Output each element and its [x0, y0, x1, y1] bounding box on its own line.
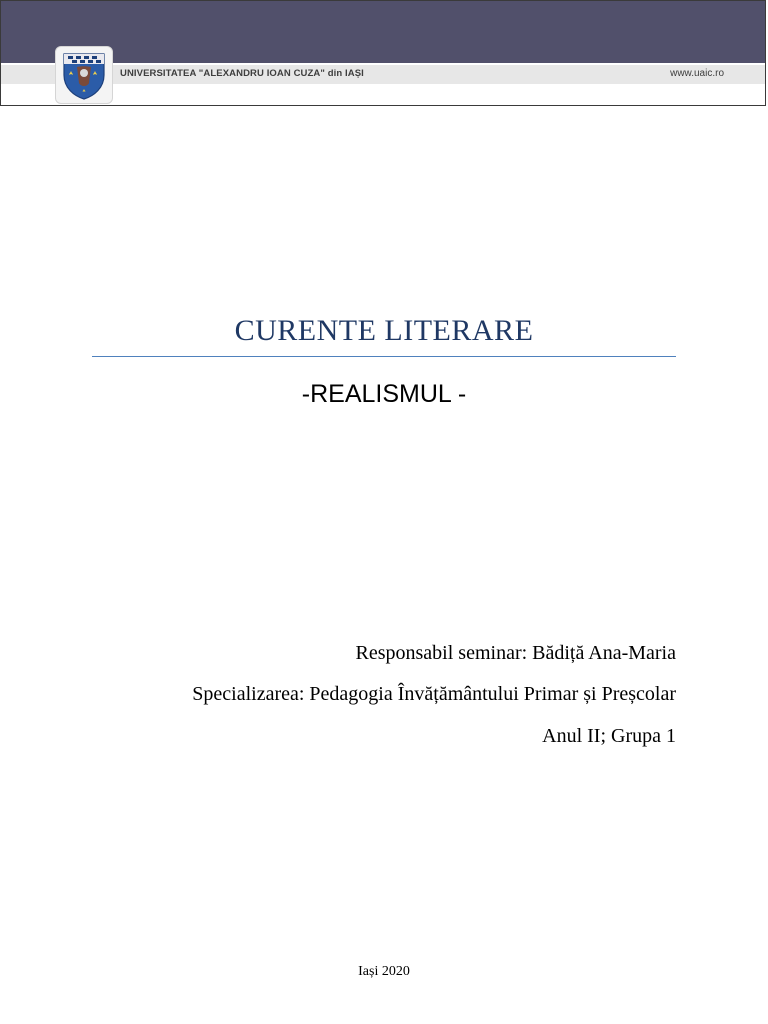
header-band: [1, 1, 765, 63]
seminar-responsible: Responsabil seminar: Bădiță Ana-Maria: [355, 642, 676, 664]
year-group: Anul II; Grupa 1: [542, 725, 676, 747]
university-name: UNIVERSITATEA "ALEXANDRU IOAN CUZA" din IAȘI: [120, 68, 364, 79]
university-website: www.uaic.ro: [670, 68, 724, 79]
header-strip: [1, 65, 765, 84]
university-logo: [55, 46, 113, 104]
document-subtitle: -REALISMUL -: [301, 380, 467, 408]
university-crest-icon: [61, 51, 107, 101]
document-title: CURENTE LITERARE: [234, 314, 534, 347]
specialization: Specializarea: Pedagogia Învățământului Primar și Preșcolar: [192, 683, 676, 705]
place-and-year: Iași 2020: [358, 964, 410, 979]
title-underline: [92, 356, 676, 357]
